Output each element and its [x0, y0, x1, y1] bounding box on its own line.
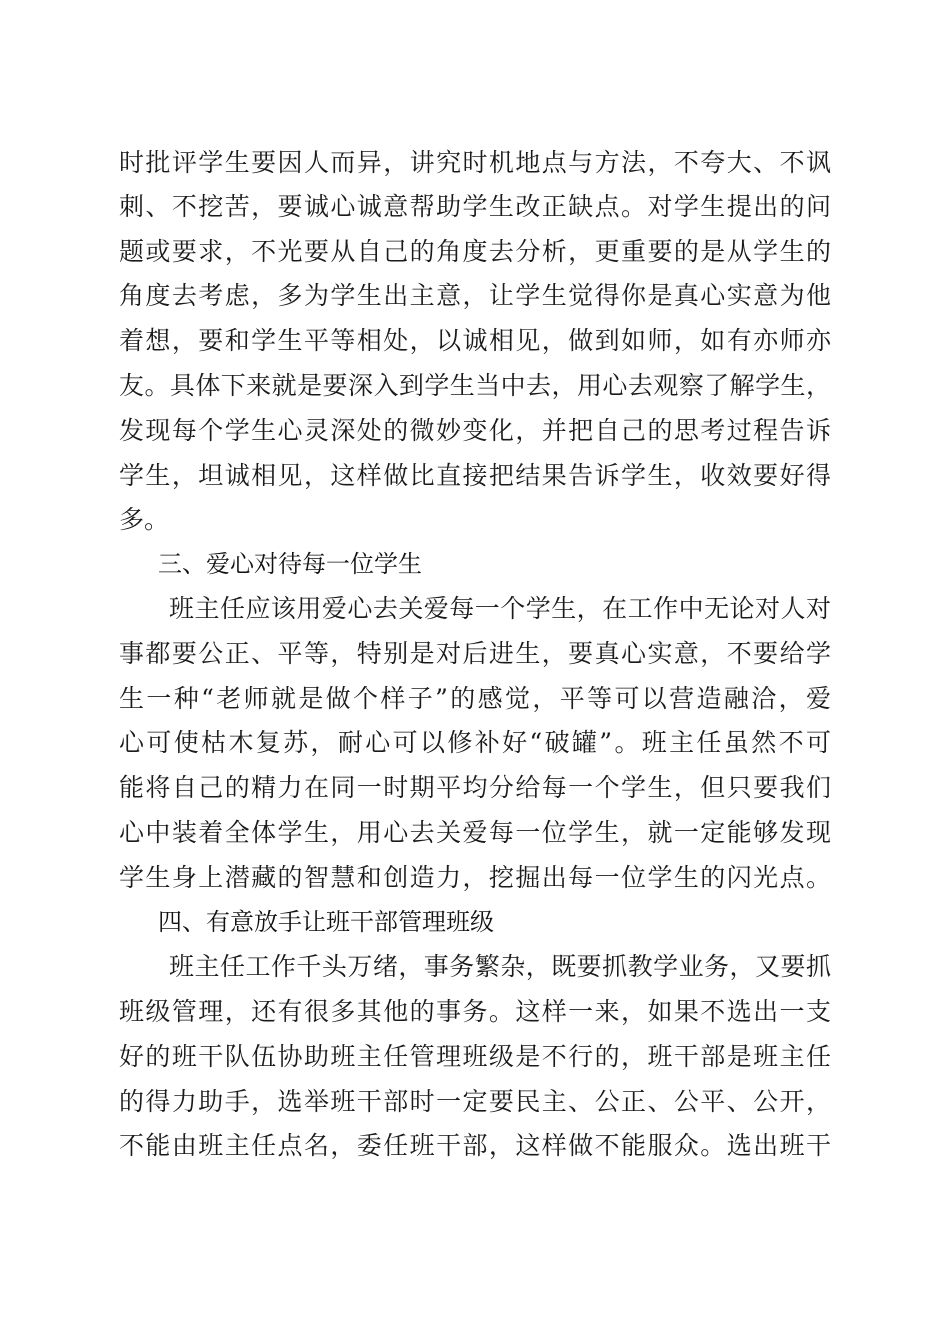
- text-line: 心中装着全体学生，用心去关爱每一位学生，就一定能够发现: [119, 818, 831, 847]
- text-line: 时批评学生要因人而异，讲究时机地点与方法，不夸大、不讽: [119, 148, 831, 177]
- text-line: 不能由班主任点名，委任班干部，这样做不能服众。选出班干: [119, 1131, 831, 1160]
- text-line: 班主任应该用爱心去关爱每一个学生，在工作中无论对人对: [169, 594, 831, 623]
- text-line: 好的班干队伍协助班主任管理班级是不行的，班干部是班主任: [119, 1042, 831, 1071]
- text-line: 着想，要和学生平等相处，以诚相见，做到如师，如有亦师亦: [119, 326, 831, 355]
- text-line: 学生，坦诚相见，这样做比直接把结果告诉学生，收效要好得: [119, 461, 831, 490]
- section-heading-3: 三、爱心对待每一位学生: [158, 550, 422, 578]
- text-line: 的得力助手，选举班干部时一定要民主、公正、公平、公开，: [119, 1087, 831, 1116]
- text-line: 生一种“老师就是做个样子”的感觉，平等可以营造融洽，爱: [119, 684, 831, 713]
- text-line: 题或要求，不光要从自己的角度去分析，更重要的是从学生的: [119, 237, 831, 266]
- text-line: 班主任工作千头万绪，事务繁杂，既要抓教学业务，又要抓: [169, 952, 831, 981]
- text-line: 心可使枯木复苏，耐心可以修补好“破罐”。班主任虽然不可: [119, 728, 831, 757]
- text-line: 学生身上潜藏的智慧和创造力，挖掘出每一位学生的闪光点。: [119, 863, 831, 892]
- text-line: 事都要公正、平等，特别是对后进生，要真心实意，不要给学: [119, 639, 831, 668]
- section-heading-4: 四、有意放手让班干部管理班级: [158, 908, 494, 936]
- text-line: 能将自己的精力在同一时期平均分给每一个学生，但只要我们: [119, 773, 831, 802]
- text-line: 刺、不挖苦，要诚心诚意帮助学生改正缺点。对学生提出的问: [119, 192, 831, 221]
- text-line: 班级管理，还有很多其他的事务。这样一来，如果不选出一支: [119, 997, 831, 1026]
- text-line: 友。具体下来就是要深入到学生当中去，用心去观察了解学生，: [119, 371, 831, 400]
- text-line: 发现每个学生心灵深处的微妙变化，并把自己的思考过程告诉: [119, 416, 831, 445]
- text-line: 多。: [119, 505, 170, 534]
- text-line: 角度去考虑，多为学生出主意，让学生觉得你是真心实意为他: [119, 281, 831, 310]
